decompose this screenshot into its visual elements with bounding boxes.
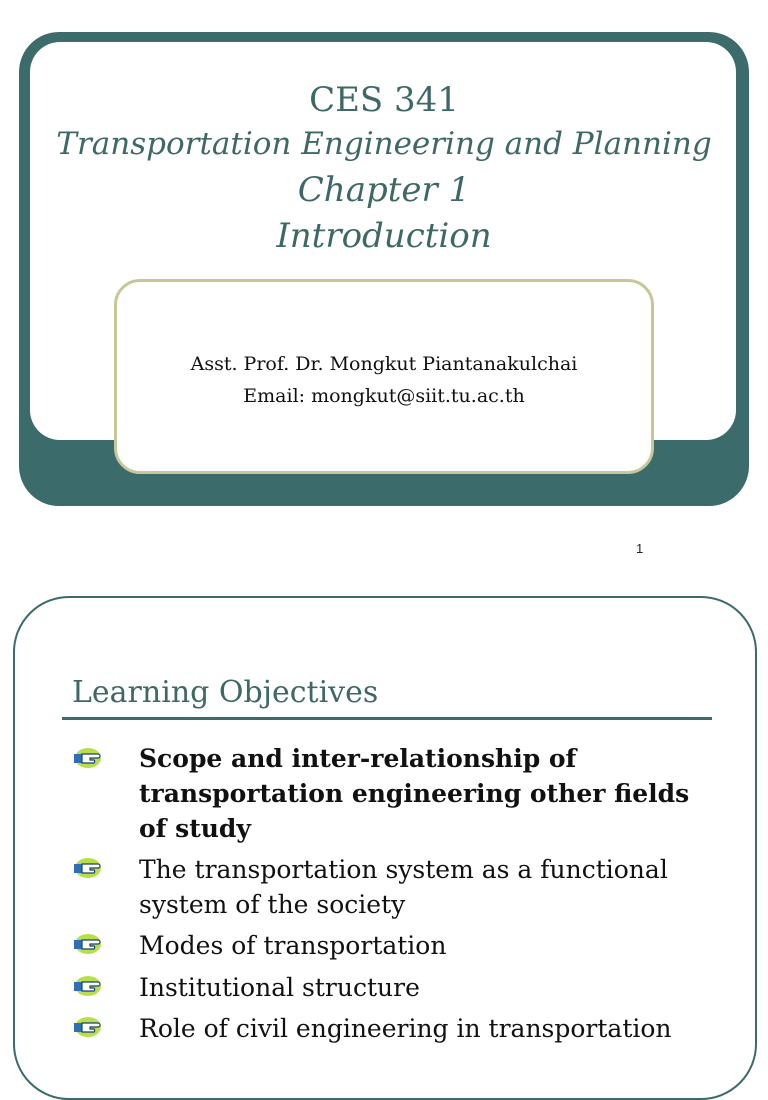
pointing-hand-icon <box>72 857 102 879</box>
pointing-hand-icon <box>72 747 102 769</box>
author-name: Asst. Prof. Dr. Mongkut Piantanakulchai <box>190 353 578 375</box>
page-number: 1 <box>636 541 644 556</box>
objectives-title: Learning Objectives <box>72 675 379 710</box>
pointing-hand-icon <box>72 933 102 955</box>
course-code: CES 341 <box>309 80 459 120</box>
course-name: Transportation Engineering and Planning <box>56 126 712 162</box>
objective-system: The transportation system as a functional system of the society <box>139 855 668 919</box>
chapter-topic: Introduction <box>276 216 492 256</box>
objective-modes: Modes of transportation <box>139 931 447 960</box>
author-email: Email: mongkut@siit.tu.ac.th <box>243 385 525 407</box>
objective-institutional: Institutional structure <box>139 973 420 1002</box>
title-underline <box>62 717 712 720</box>
chapter-heading: Chapter 1 <box>297 170 471 210</box>
pointing-hand-icon <box>72 975 102 997</box>
author-box <box>114 279 654 474</box>
objective-role: Role of civil engineering in transportation <box>139 1014 672 1043</box>
objective-scope: Scope and inter-relationship of transportation engineering other fields of study <box>139 744 690 843</box>
pointing-hand-icon <box>72 1016 102 1038</box>
